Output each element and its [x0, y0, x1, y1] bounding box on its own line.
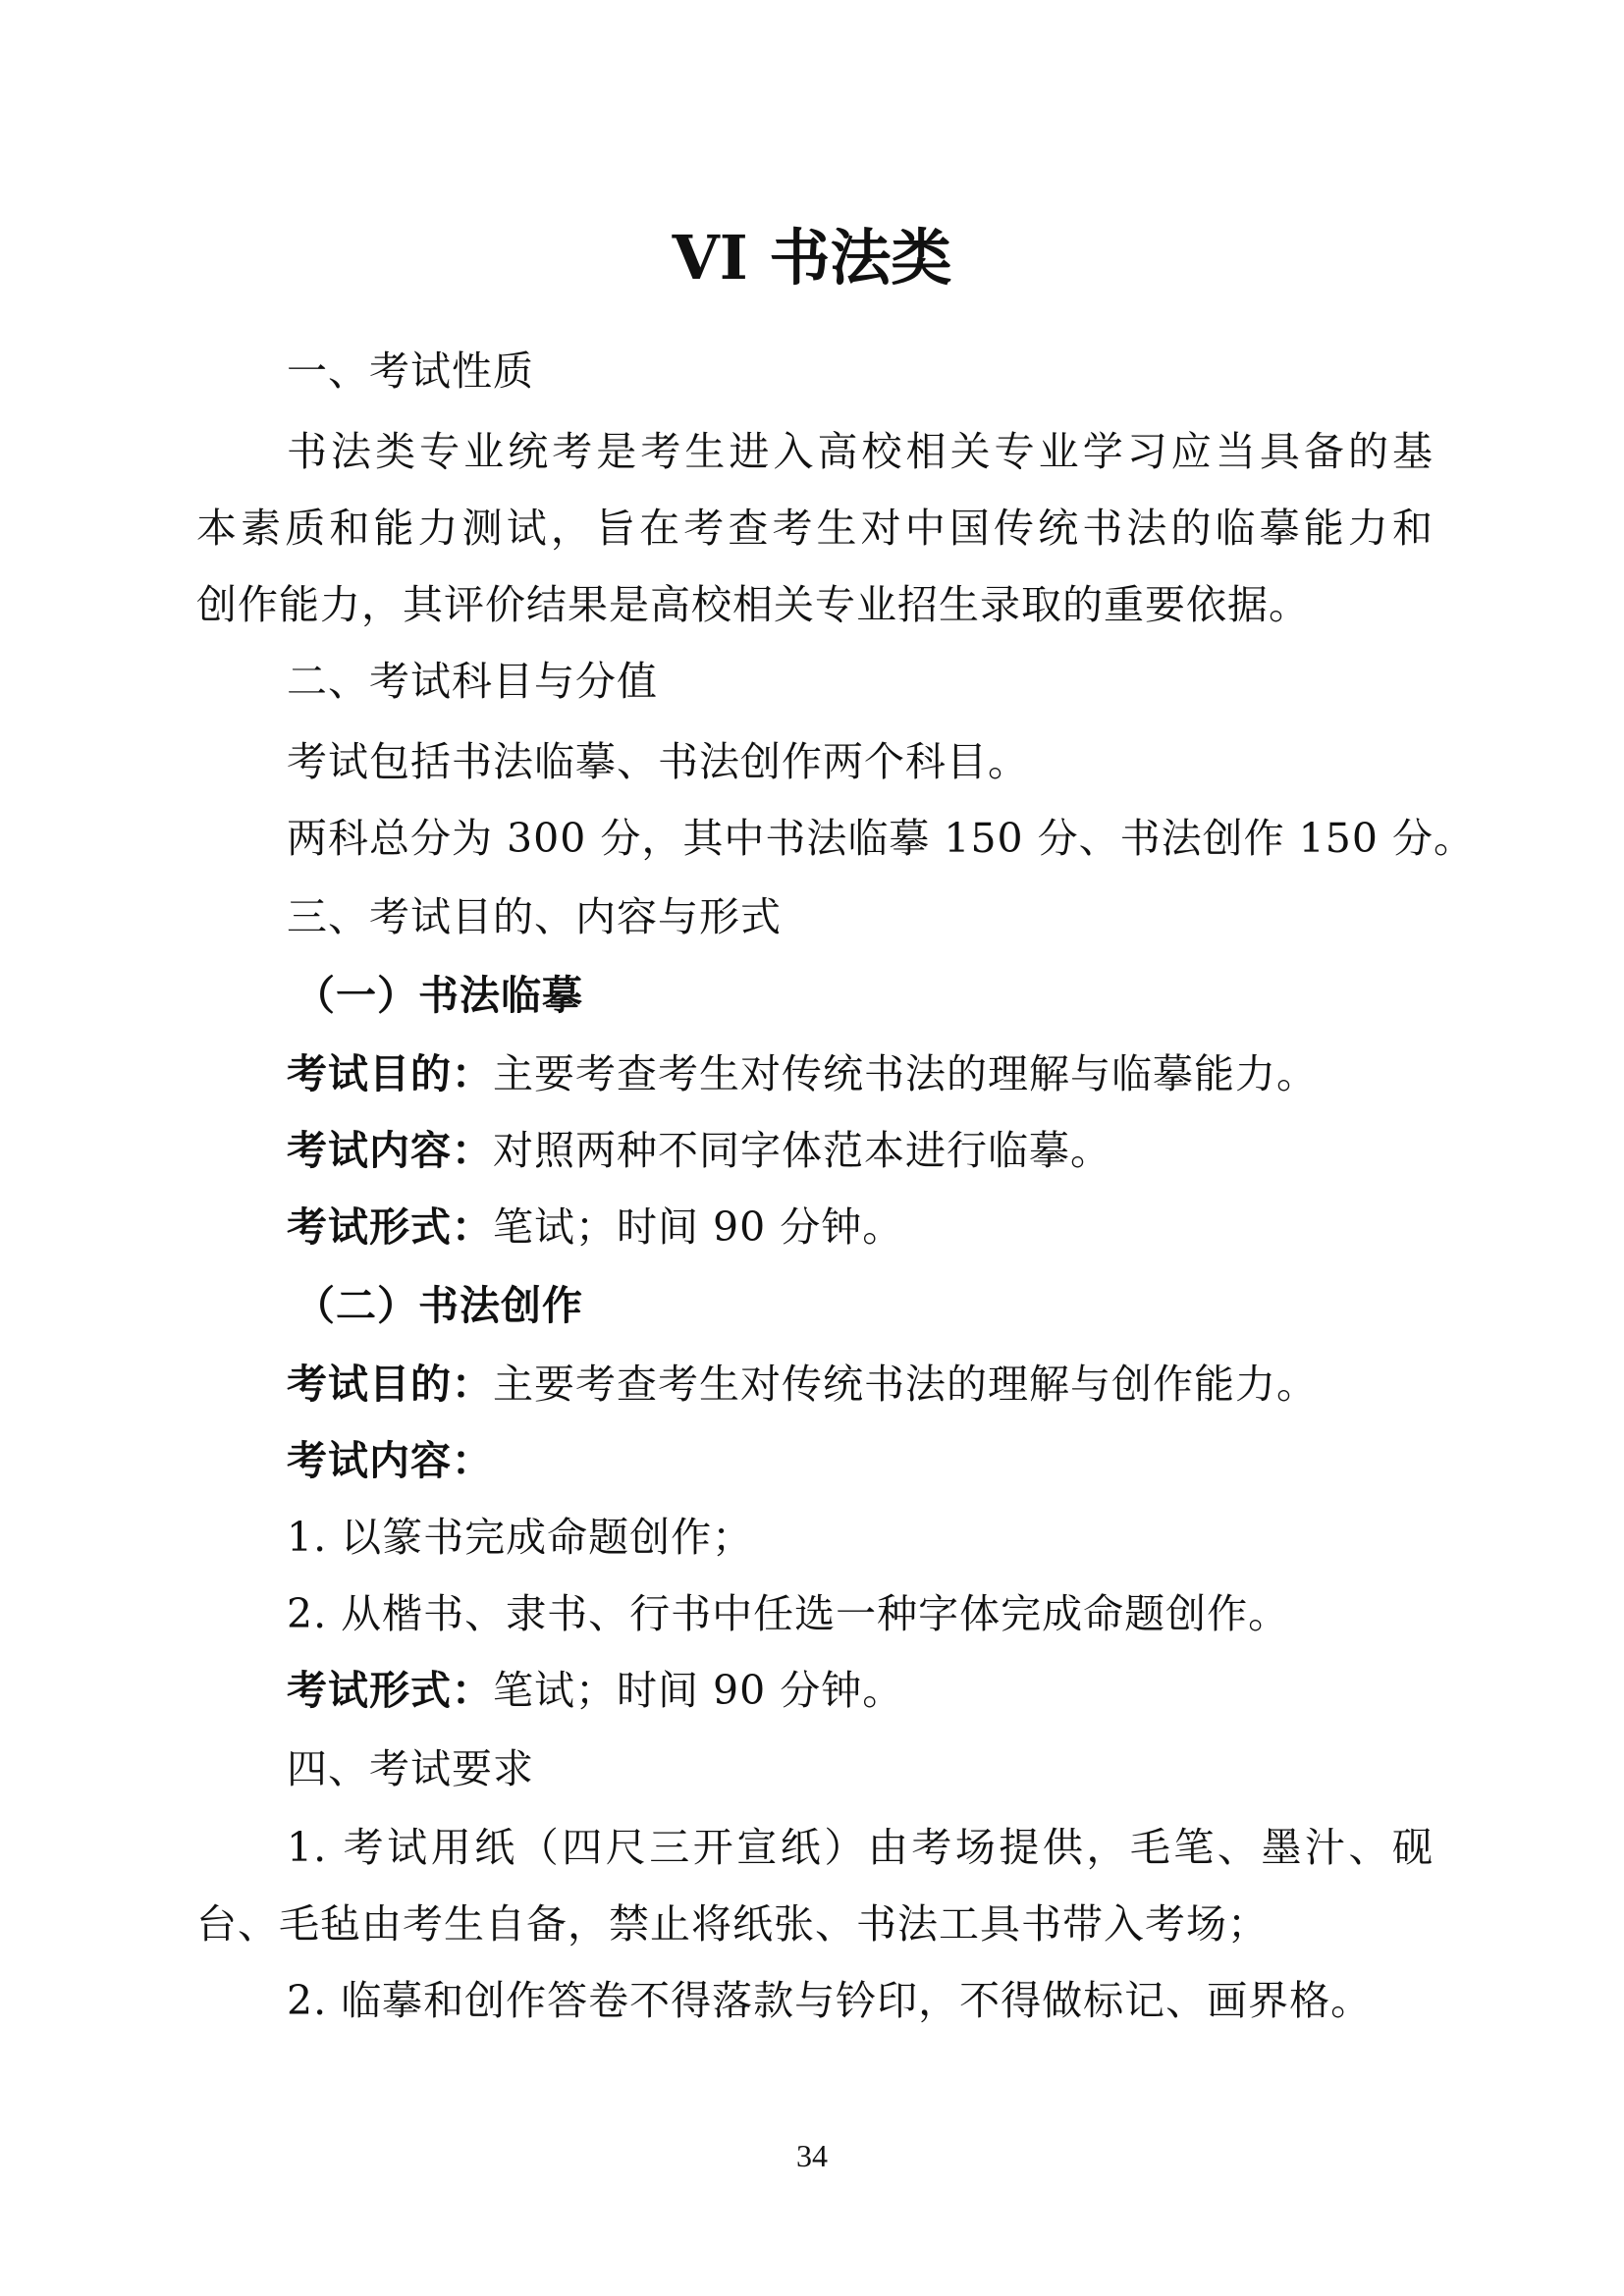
value-form: 笔试；时间 90 分钟。 — [493, 1667, 904, 1714]
label-form: 考试形式： — [287, 1667, 493, 1714]
value-purpose: 主要考查考生对传统书法的理解与临摹能力。 — [493, 1050, 1318, 1097]
value-purpose: 主要考查考生对传统书法的理解与创作能力。 — [493, 1361, 1318, 1408]
exam-purpose-line — [287, 1044, 1524, 1103]
exam-purpose-line — [287, 1355, 1524, 1414]
exam-content-line — [287, 1121, 1524, 1180]
label-form: 考试形式： — [287, 1203, 493, 1251]
list-item: 1. 以篆书完成命题创作； — [287, 1514, 754, 1561]
subsection-heading-copying: （一）书法临摹 — [295, 972, 583, 1019]
exam-form-line — [287, 1198, 1524, 1256]
section-heading-requirements: 四、考试要求 — [287, 1745, 534, 1792]
section-heading-subjects: 二、考试科目与分值 — [287, 658, 658, 705]
label-content: 考试内容： — [287, 1127, 493, 1174]
value-content: 对照两种不同字体范本进行临摹。 — [493, 1127, 1111, 1174]
page-number: 34 — [796, 2138, 828, 2173]
paragraph-line: 本素质和能力测试，旨在考查考生对中国传统书法的临摹能力和 — [196, 505, 1434, 552]
page-title: VI 书法类 — [672, 222, 952, 294]
exam-form-line — [287, 1661, 1524, 1720]
section-heading-nature: 一、考试性质 — [287, 347, 534, 395]
subsection-heading-creation: （二）书法创作 — [295, 1282, 583, 1329]
list-item: 1. 考试用纸（四尺三开宣纸）由考场提供，毛笔、墨汁、砚 — [287, 1824, 1434, 1871]
paragraph-line: 考试包括书法临摹、书法创作两个科目。 — [287, 738, 1029, 785]
paragraph-line: 两科总分为 300 分，其中书法临摹 150 分、书法创作 150 分。 — [287, 815, 1475, 862]
exam-content-line — [287, 1431, 1524, 1490]
label-purpose: 考试目的： — [287, 1050, 493, 1097]
list-item: 2. 从楷书、隶书、行书中任选一种字体完成命题创作。 — [287, 1590, 1290, 1637]
label-purpose: 考试目的： — [287, 1361, 493, 1408]
list-item: 2. 临摹和创作答卷不得落款与钤印，不得做标记、画界格。 — [287, 1977, 1373, 2024]
paragraph-line: 创作能力，其评价结果是高校相关专业招生录取的重要依据。 — [196, 581, 1310, 628]
label-content: 考试内容： — [287, 1437, 493, 1484]
list-item-continuation: 台、毛毡由考生自备，禁止将纸张、书法工具书带入考场； — [196, 1900, 1269, 1948]
value-form: 笔试；时间 90 分钟。 — [493, 1203, 904, 1251]
paragraph-line: 书法类专业统考是考生进入高校相关专业学习应当具备的基 — [287, 428, 1434, 475]
section-heading-purpose-content-form: 三、考试目的、内容与形式 — [287, 893, 782, 940]
